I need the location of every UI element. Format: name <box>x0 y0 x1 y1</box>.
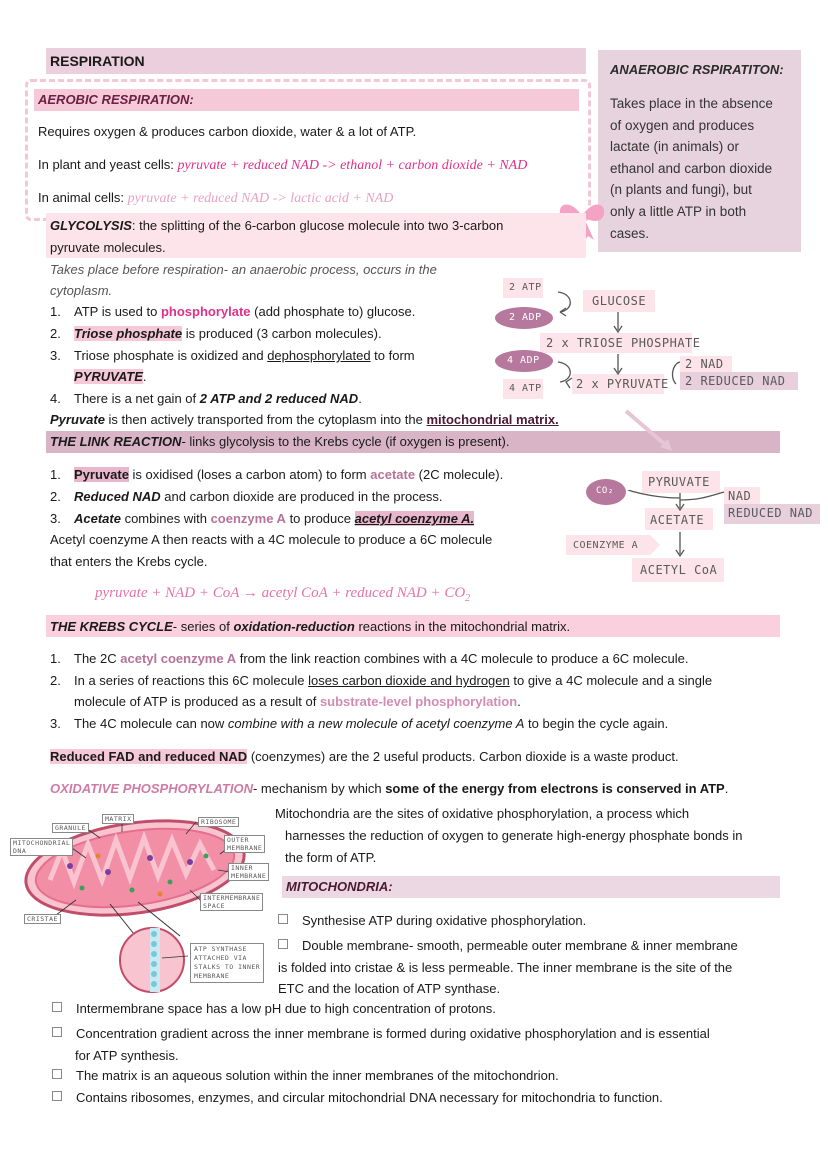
aerobic-line1: Requires oxygen & produces carbon dioxide, water & a lot of ATP. <box>38 124 417 139</box>
krebs-step-2: 2. In a series of reactions this 6C molecule loses carbon dioxide and hydrogen to give a 4C molecule and a single <box>50 673 713 688</box>
aerobic-heading: AEROBIC RESPIRATION: <box>38 92 194 107</box>
glycolysis-note: Takes place before respiration- an anaerobic process, occurs in the <box>50 262 437 277</box>
glycolysis-def: GLYCOLYSIS: the splitting of the 6-carbon glucose molecule into two 3-carbon <box>50 218 504 233</box>
bullet-icon <box>52 1002 62 1012</box>
page-title: RESPIRATION <box>50 53 145 69</box>
acetyl-coa-label: ACETYL CoA <box>640 563 718 577</box>
link-step-3: 3. Acetate combines with coenzyme A to produce acetyl coenzyme A. <box>50 511 475 526</box>
link-para2: that enters the Krebs cycle. <box>50 554 208 569</box>
label-granule: GRANULE <box>52 823 89 833</box>
glucose-label: GLUCOSE <box>592 294 647 308</box>
link-pyruvate-label: PYRUVATE <box>648 475 710 489</box>
atp2-label: 2 ATP <box>509 282 542 293</box>
oxphos-heading: OXIDATIVE PHOSPHORYLATION- mechanism by which some of the energy from electrons is conserved in ATP. <box>50 781 729 796</box>
label-atp-synthase: ATP SYNTHASE ATTACHED VIA STALKS TO INNER MEMBRANE <box>190 943 264 983</box>
mito-bullet-1: Synthesise ATP during oxidative phosphorylation. <box>278 913 586 928</box>
label-ribosome: RIBOSOME <box>198 817 239 827</box>
bullet-icon <box>52 1091 62 1101</box>
label-mtdna: MITOCHONDRIAL DNA <box>10 838 73 856</box>
atp4-label: 4 ATP <box>509 383 542 394</box>
aerobic-animal: In animal cells: pyruvate + reduced NAD -> lactic acid + NAD <box>38 190 394 206</box>
anaerobic-heading: ANAEROBIC RSPIRATITON: <box>610 62 784 77</box>
link-step-2: 2. Reduced NAD and carbon dioxide are produced in the process. <box>50 489 443 504</box>
label-outer-membrane: OUTER MEMBRANE <box>224 835 265 853</box>
link-nad-label: NAD <box>728 489 752 503</box>
aerobic-plant: In plant and yeast cells: pyruvate + reduced NAD -> ethanol + carbon dioxide + NAD <box>38 157 528 173</box>
krebs-step-2b: molecule of ATP is produced as a result of substrate-level phosphorylation. <box>74 694 521 709</box>
krebs-heading: THE KREBS CYCLE- series of oxidation-reduction reactions in the mitochondrial matrix. <box>50 619 571 634</box>
pyruvate-label: 2 x PYRUVATE <box>576 377 669 391</box>
glycolysis-def2: pyruvate molecules. <box>50 240 166 255</box>
krebs-step-3: 3. The 4C molecule can now combine with a new molecule of acetyl coenzyme A to begin the cycle again. <box>50 716 669 731</box>
adp2-label: 2 ADP <box>509 312 542 323</box>
mito-bullet-6: Contains ribosomes, enzymes, and circular mitochondrial DNA necessary for mitochondria to function. <box>52 1090 663 1105</box>
label-inner-membrane: INNER MEMBRANE <box>228 863 269 881</box>
anaerobic-text: Takes place in the absence of oxygen and produces lactate (in animals) or ethanol and carbon dioxide (n plants and fungi), but only a little ATP in both cases. <box>610 96 773 241</box>
mito-bullet-5: The matrix is an aqueous solution within the inner membranes of the mitochondrion. <box>52 1068 559 1083</box>
coenzyme-label: COENZYME A <box>573 540 639 551</box>
link-equation: pyruvate + NAD + CoA → acetyl CoA + reduced NAD + $CO_2$ <box>95 585 471 604</box>
glycolysis-step-3: 3. Triose phosphate is oxidized and dephosphorylated to form <box>50 348 415 363</box>
connector-arrow <box>620 405 680 455</box>
adp4-label: 4 ADP <box>507 355 540 366</box>
glycolysis-arrows <box>490 278 690 403</box>
krebs-products: Reduced FAD and reduced NAD (coenzymes) are the 2 useful products. Carbon dioxide is a waste product. <box>50 749 679 764</box>
link-rnad-label: REDUCED NAD <box>728 506 813 520</box>
bullet-icon <box>278 914 288 924</box>
glycolysis-step-3b: PYRUVATE. <box>74 369 147 384</box>
triose-label: 2 x TRIOSE PHOSPHATE <box>546 336 701 350</box>
label-matrix: MATRIX <box>102 814 134 824</box>
glycolysis-step-2: 2. Triose phosphate is produced (3 carbon molecules). <box>50 326 382 341</box>
acetate-label: ACETATE <box>650 513 705 527</box>
bullet-icon <box>52 1027 62 1037</box>
glycolysis-note2: cytoplasm. <box>50 283 113 298</box>
mito-bullet-4: Concentration gradient across the inner membrane is formed during oxidative phosphorylation and is essential for ATP synthesis. <box>52 1023 710 1067</box>
link-arrows <box>600 490 740 560</box>
nad-label: 2 NAD <box>685 357 724 371</box>
label-cristae: CRISTAE <box>24 914 61 924</box>
glycolysis-step-4: 4. There is a net gain of 2 ATP and 2 reduced NAD. <box>50 391 362 406</box>
mito-bullet-2: Double membrane- smooth, permeable outer membrane & inner membrane is folded into cristae & is less permeable. The inner membrane is the site of the ETC and the location of ATP synthase. <box>278 938 738 996</box>
glycolysis-step-1: 1. ATP is used to phosphorylate (add phosphate to) glucose. <box>50 304 416 319</box>
link-step-1: 1. Pyruvate is oxidised (loses a carbon atom) to form acetate (2C molecule). <box>50 467 504 482</box>
mito-bullet-3: Intermembrane space has a low pH due to high concentration of protons. <box>52 1001 496 1016</box>
bullet-icon <box>278 939 288 949</box>
pyruvate-transport: Pyruvate is then actively transported from the cytoplasm into the mitochondrial matrix. <box>50 412 559 427</box>
rnad-label: 2 REDUCED NAD <box>685 374 786 388</box>
oxphos-para: Mitochondria are the sites of oxidative phosphorylation, a process which harnesses the reduction of oxygen to generate high-energy phosphate bonds in the form of ATP. <box>275 806 743 865</box>
label-intermembrane-space: INTERMEMBRANE SPACE <box>200 893 263 911</box>
krebs-step-1: 1. The 2C acetyl coenzyme A from the link reaction combines with a 4C molecule to produce a 6C molecule. <box>50 651 689 666</box>
link-heading: THE LINK REACTION- links glycolysis to the Krebs cycle (if oxygen is present). <box>50 434 510 449</box>
link-para: Acetyl coenzyme A then reacts with a 4C molecule to produce a 6C molecule <box>50 532 493 547</box>
mito-heading: MITOCHONDRIA: <box>286 879 393 894</box>
co2-label: CO₂ <box>596 486 614 496</box>
bullet-icon <box>52 1069 62 1079</box>
